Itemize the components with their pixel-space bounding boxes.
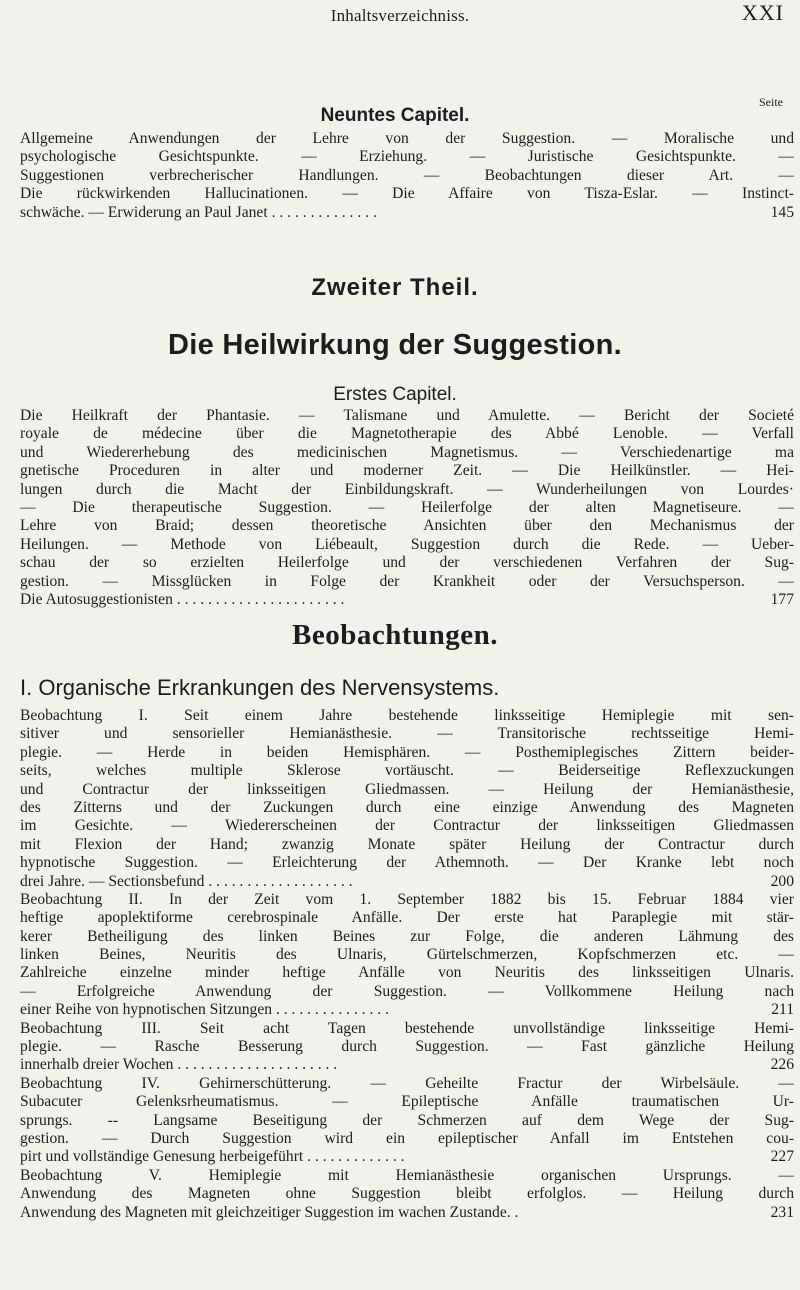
entry-line-text: pirt und vollständige Genesung herbeigeführt . . . . . . . . . . . . . [20,1148,405,1166]
entry-line: gestion. — Durch Suggestion wird ein epileptischer Anfall im Entstehen cou- [20,1129,794,1147]
page-reference: 177 [770,590,794,608]
page-reference: 226 [770,1056,794,1074]
chapter-nine-title: Neuntes Capitel. [320,105,470,126]
observations-title: Beobachtungen. [291,619,498,651]
entry-line: im Gesichte. — Wiedererscheinen der Contractur der linksseitigen Gliedmassen [20,817,794,835]
entry-line: Beobachtung V. Hemiplegie mit Hemianästhesie organischen Ursprungs. — [20,1166,794,1184]
observation-entry [20,891,794,1020]
summary-line: Die Heilkraft der Phantasie. — Talismane und Amulette. — Bericht der Societé [20,407,794,424]
entry-line-with-leader [20,1148,794,1166]
summary-line: — Die therapeutische Suggestion. — Heilerfolge der alten Magnetiseure. — [20,498,794,516]
chapter-nine-summary [20,130,794,222]
page-reference: 227 [770,1148,794,1166]
summary-line-with-leader [20,591,794,609]
summary-line: Die rückwirkenden Hallucinationen. — Die Affaire von Tisza-Eslar. — Instinct- [20,185,794,203]
summary-line-text: schwäche. — Erwiderung an Paul Janet . . . . . . . . . . . . . . [20,203,377,221]
observation-entry [20,707,794,891]
entry-line-text: einer Reihe von hypnotischen Sitzungen . . . . . . . . . . . . . . . [20,1001,389,1019]
summary-line: Suggestionen verbrecherischer Handlungen. — Beobachtungen dieser Art. — [20,166,794,184]
part-two-title: Zweiter Theil. [311,274,479,301]
entry-line: linken Beines, Neuritis des Ulnaris, Gürtelschmerzen, Kopfschmerzen etc. — [20,946,794,964]
observation-entry [20,1167,794,1222]
entry-line-text: Anwendung des Magneten mit gleichzeitiger Suggestion im wachen Zustande. . [20,1203,519,1221]
page-reference: 231 [770,1203,794,1221]
chapter-one-summary [20,407,794,609]
summary-line: schau der so erzielten Heilerfolge und der verschiedenen Verfahren der Sug- [20,554,794,572]
summary-line: Lehre von Braid; dessen theoretische Ansichten über den Mechanismus der [20,517,794,535]
entry-line: Beobachtung III. Seit acht Tagen bestehende unvollständige linksseitige Hemi- [20,1019,794,1037]
summary-line: Allgemeine Anwendungen der Lehre von der Suggestion. — Moralische und [20,130,794,147]
observations-subsection-title: I. Organische Erkrankungen des Nervensystems. [20,675,500,700]
page-reference: 211 [771,1001,794,1019]
entry-line-with-leader [20,873,794,891]
entry-line: Beobachtung I. Seit einem Jahre bestehende linksseitige Hemiplegie mit sen- [20,707,794,724]
entry-line: sitiver und sensorieller Hemianästhesie. — Transitorische rechtsseitige Hemi- [20,725,794,743]
summary-line: gestion. — Missglücken in Folge der Krankheit oder der Versuchsperson. — [20,572,794,590]
page-reference: 145 [770,203,794,221]
seite-column-label: Seite [759,95,783,109]
entry-line: sprungs. -- Langsame Beseitigung der Schmerzen auf dem Wege der Sug- [20,1111,794,1129]
page-reference: 200 [770,872,794,890]
entry-line: plegie. — Rasche Besserung durch Suggestion. — Fast gänzliche Heilung [20,1038,794,1056]
chapter-one-title: Erstes Capitel. [333,384,457,405]
entry-line: heftige apoplektiforme cerebrospinale Anfälle. Der erste hat Paraplegie mit stär- [20,909,794,927]
entry-line: seits, welches multiple Sklerose vortäuscht. — Beiderseitige Reflexzuckungen [20,762,794,780]
summary-line-text: Die Autosuggestionisten . . . . . . . . . . . . . . . . . . . . . . [20,590,345,608]
entry-line: kerer Betheiligung des linken Beines zur Folge, die anderen Lähmung des [20,927,794,945]
running-title: Inhaltsverzeichniss. [330,6,470,25]
summary-line: royale de médecine über die Magnetotherapie des Abbé Lenoble. — Verfall [20,425,794,443]
summary-line-with-leader [20,204,794,222]
entry-line-text: drei Jahre. — Sectionsbefund . . . . . . . . . . . . . . . . . . . [20,872,353,890]
entry-line: plegie. — Herde in beiden Hemisphären. — Posthemiplegisches Zittern beider- [20,743,794,761]
summary-line: psychologische Gesichtspunkte. — Erziehung. — Juristische Gesichtspunkte. — [20,148,794,166]
entry-line: mit Flexion der Hand; zwanzig Monate später Heilung der Contractur durch [20,835,794,853]
summary-line: gnetische Proceduren in alter und moderner Zeit. — Die Heilkünstler. — Hei- [20,462,794,480]
page-numeral: XXI [741,0,784,25]
observation-entry [20,1020,794,1075]
summary-line: und Wiedererhebung des medicinischen Magnetismus. — Verschiedenartige ma [20,443,794,461]
entry-line: und Contractur der linksseitigen Gliedmassen. — Heilung der Hemianästhesie, [20,780,794,798]
entry-line: hypnotische Suggestion. — Erleichterung der Athemnoth. — Der Kranke lebt noch [20,854,794,872]
observation-entry [20,1075,794,1167]
summary-line: Heilungen. — Methode von Liébeault, Suggestion durch die Rede. — Ueber- [20,535,794,553]
entry-line: — Erfolgreiche Anwendung der Suggestion. — Vollkommene Heilung nach [20,982,794,1000]
observations-list [20,707,794,1222]
entry-line: Zahlreiche einzelne minder heftige Anfälle von Neuritis des linksseitigen Ulnaris. [20,964,794,982]
part-two-subtitle: Die Heilwirkung der Suggestion. [167,329,623,361]
summary-line: lungen durch die Macht der Einbildungskraft. — Wunderheilungen von Lourdes· [20,480,794,498]
entry-line: Beobachtung II. In der Zeit vom 1. September 1882 bis 15. Februar 1884 vier [20,890,794,908]
entry-line: Anwendung des Magneten ohne Suggestion bleibt erfolglos. — Heilung durch [20,1185,794,1203]
entry-line: Subacuter Gelenksrheumatismus. — Epileptische Anfälle traumatischen Ur- [20,1093,794,1111]
entry-line-with-leader [20,1056,794,1074]
entry-line-with-leader [20,1001,794,1019]
entry-line-text: innerhalb dreier Wochen . . . . . . . . . . . . . . . . . . . . . [20,1056,338,1074]
entry-line-with-leader [20,1204,794,1222]
entry-line: Beobachtung IV. Gehirnerschütterung. — Geheilte Fractur der Wirbelsäule. — [20,1074,794,1092]
entry-line: des Zitterns und der Zuckungen durch eine einzige Anwendung des Magneten [20,798,794,816]
